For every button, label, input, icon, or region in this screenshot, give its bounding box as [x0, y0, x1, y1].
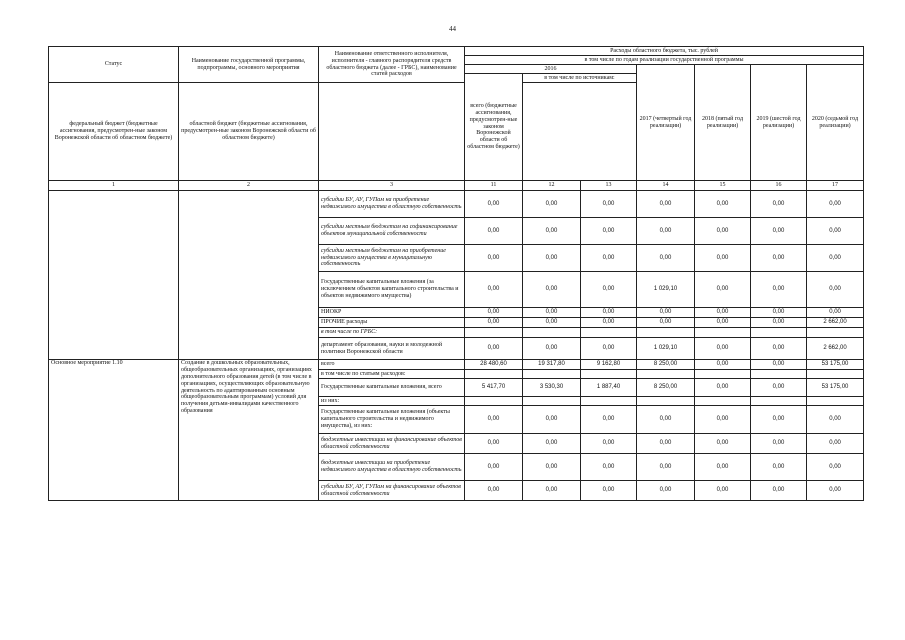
value-cell: 0,00: [807, 245, 864, 272]
row-label: субсидии местным бюджетам на софинансирование объектов муниципальной собственности: [319, 218, 465, 245]
value-cell: [807, 328, 864, 338]
value-cell: 0,00: [751, 191, 807, 218]
value-cell: 0,00: [465, 308, 523, 318]
page-number: 44: [449, 25, 456, 33]
value-cell: 0,00: [581, 481, 637, 501]
column-numbers-row: [49, 181, 864, 191]
value-cell: 0,00: [637, 218, 695, 245]
value-cell: 0,00: [751, 245, 807, 272]
row-label: в том числе по ГРБС:: [319, 328, 465, 338]
value-cell: 2 662,00: [807, 338, 864, 360]
value-cell: [581, 397, 637, 406]
value-cell: 1 029,10: [637, 272, 695, 308]
col-number: 14: [637, 181, 695, 191]
value-cell: 0,00: [751, 308, 807, 318]
value-cell: 0,00: [637, 481, 695, 501]
value-cell: 9 162,80: [581, 360, 637, 370]
value-cell: 0,00: [581, 434, 637, 454]
value-cell: 0,00: [695, 272, 751, 308]
value-cell: 0,00: [807, 191, 864, 218]
value-cell: 2 662,00: [807, 318, 864, 328]
value-cell: 0,00: [637, 434, 695, 454]
table-row: [49, 360, 864, 370]
value-cell: 0,00: [637, 454, 695, 481]
col-number: 17: [807, 181, 864, 191]
value-cell: 0,00: [581, 454, 637, 481]
row-label: всего: [319, 360, 465, 370]
value-cell: 0,00: [695, 481, 751, 501]
value-cell: 8 250,00: [637, 360, 695, 370]
value-cell: 0,00: [523, 318, 581, 328]
value-cell: 0,00: [465, 434, 523, 454]
value-cell: 0,00: [523, 308, 581, 318]
header-expenses: Расходы областного бюджета, тыс. рублей: [465, 47, 864, 56]
value-cell: [465, 328, 523, 338]
row-label: департамент образования, науки и молодежной политики Воронежской области: [319, 338, 465, 360]
value-cell: 0,00: [751, 360, 807, 370]
value-cell: 1 029,10: [637, 338, 695, 360]
value-cell: 0,00: [523, 406, 581, 434]
value-cell: 0,00: [523, 272, 581, 308]
value-cell: 0,00: [465, 481, 523, 501]
value-cell: 0,00: [465, 406, 523, 434]
value-cell: 0,00: [751, 218, 807, 245]
status-cell-blank: [49, 191, 179, 360]
row-label: субсидии БУ, АУ, ГУПам на приобретение недвижимого имущества в областную собственность: [319, 191, 465, 218]
value-cell: 0,00: [695, 318, 751, 328]
value-cell: 0,00: [523, 338, 581, 360]
value-cell: 0,00: [807, 272, 864, 308]
value-cell: [695, 397, 751, 406]
value-cell: 0,00: [695, 360, 751, 370]
value-cell: 0,00: [637, 245, 695, 272]
value-cell: 0,00: [695, 379, 751, 397]
value-cell: 0,00: [581, 272, 637, 308]
value-cell: 0,00: [465, 318, 523, 328]
value-cell: [465, 370, 523, 379]
value-cell: 0,00: [751, 434, 807, 454]
header-2018: 2018 (пятый год реализации): [695, 65, 751, 181]
row-label: бюджетные инвестиции на приобретение недвижимого имущества в областную собственность: [319, 454, 465, 481]
row-label: субсидии местным бюджетам на приобретение недвижимого имущества в муниципальную собственность: [319, 245, 465, 272]
value-cell: [807, 397, 864, 406]
header-program-name: Наименование государственной программы, подпрограммы, основного мероприятия: [179, 47, 319, 83]
value-cell: 0,00: [581, 406, 637, 434]
col-number: 2: [179, 181, 319, 191]
value-cell: 0,00: [523, 481, 581, 501]
value-cell: 0,00: [751, 272, 807, 308]
value-cell: 0,00: [465, 454, 523, 481]
value-cell: 0,00: [523, 454, 581, 481]
value-cell: 0,00: [695, 308, 751, 318]
row-label: бюджетные инвестиции на финансирование объектов областной собственности: [319, 434, 465, 454]
value-cell: 0,00: [523, 218, 581, 245]
value-cell: 0,00: [807, 454, 864, 481]
value-cell: 0,00: [751, 406, 807, 434]
col-number: 15: [695, 181, 751, 191]
value-cell: 0,00: [637, 191, 695, 218]
value-cell: 53 175,00: [807, 360, 864, 370]
value-cell: 0,00: [523, 434, 581, 454]
value-cell: 8 250,00: [637, 379, 695, 397]
value-cell: 0,00: [751, 481, 807, 501]
header-incl-sources: в том числе по источникам:: [523, 74, 637, 83]
value-cell: 0,00: [751, 379, 807, 397]
row-label: из них:: [319, 397, 465, 406]
value-cell: 0,00: [465, 245, 523, 272]
value-cell: [523, 328, 581, 338]
value-cell: [695, 328, 751, 338]
header-regional: областной бюджет (бюджетные ассигнования, предусмотрен-ные законом Воронежской области об областном бюджете): [179, 83, 319, 181]
header-2017: 2017 (четвертый год реализации): [637, 65, 695, 181]
col-number: 16: [751, 181, 807, 191]
value-cell: 0,00: [807, 481, 864, 501]
value-cell: 0,00: [695, 406, 751, 434]
main-event-status: Основное мероприятие 1.10: [49, 360, 179, 501]
value-cell: [581, 370, 637, 379]
value-cell: [695, 370, 751, 379]
value-cell: 0,00: [695, 245, 751, 272]
value-cell: 0,00: [637, 318, 695, 328]
value-cell: 3 530,30: [523, 379, 581, 397]
value-cell: 0,00: [751, 454, 807, 481]
value-cell: [751, 328, 807, 338]
value-cell: [523, 397, 581, 406]
value-cell: 19 317,80: [523, 360, 581, 370]
header-year-2016: 2016: [465, 65, 637, 74]
row-label: Государственные капитальные вложения (за исключением объектов капитального строительства и объектов недвижимого имущества): [319, 272, 465, 308]
value-cell: 0,00: [751, 338, 807, 360]
row-label: в том числе по статьям расходов:: [319, 370, 465, 379]
row-label: Государственные капитальные вложения (объекты капитального строительства и недвижимого имущества), из них:: [319, 406, 465, 434]
col-number: 12: [523, 181, 581, 191]
value-cell: 0,00: [637, 406, 695, 434]
value-cell: [465, 397, 523, 406]
value-cell: 0,00: [581, 318, 637, 328]
value-cell: 5 417,70: [465, 379, 523, 397]
header-2019: 2019 (шестой год реализации): [751, 65, 807, 181]
value-cell: 0,00: [807, 218, 864, 245]
value-cell: 1 887,40: [581, 379, 637, 397]
header-by-years: в том числе по годам реализации государственной программы: [465, 56, 864, 65]
col-number: 3: [319, 181, 465, 191]
value-cell: 0,00: [695, 338, 751, 360]
value-cell: 0,00: [523, 245, 581, 272]
header-total: всего (бюджетные ассигнования, предусмотрен-ные законом Воронежской области об областном бюджете): [465, 74, 523, 181]
value-cell: 0,00: [581, 218, 637, 245]
value-cell: 0,00: [637, 308, 695, 318]
value-cell: 0,00: [581, 245, 637, 272]
value-cell: [807, 370, 864, 379]
value-cell: 0,00: [751, 318, 807, 328]
value-cell: 0,00: [581, 338, 637, 360]
value-cell: 0,00: [695, 454, 751, 481]
row-label: субсидии БУ, АУ, ГУПам на финансирование объектов областной собственности: [319, 481, 465, 501]
value-cell: [637, 328, 695, 338]
value-cell: [637, 370, 695, 379]
col-number: 13: [581, 181, 637, 191]
row-label: НИОКР: [319, 308, 465, 318]
main-event-name: Создание в дошкольных образовательных, общеобразовательных организациях, организациях дополнительного образования детей (в том числе в организациях, осуществляющих образовательную деятельность по адаптированным основным общеобразовательным программам) условий для получения детьми-инвалидами качественного образования: [179, 360, 319, 501]
value-cell: 0,00: [695, 218, 751, 245]
value-cell: [751, 397, 807, 406]
value-cell: 0,00: [581, 308, 637, 318]
value-cell: 0,00: [465, 272, 523, 308]
value-cell: [581, 328, 637, 338]
value-cell: 0,00: [523, 191, 581, 218]
value-cell: 0,00: [807, 406, 864, 434]
value-cell: 0,00: [695, 434, 751, 454]
value-cell: 0,00: [695, 191, 751, 218]
row-label: ПРОЧИЕ расходы: [319, 318, 465, 328]
value-cell: 28 480,60: [465, 360, 523, 370]
header-executor: Наименование ответственного исполнителя, исполнителя - главного распорядителя средств областного бюджета (далее - ГРБС), наименование статей расходов: [319, 47, 465, 83]
value-cell: [523, 370, 581, 379]
table-row: [49, 191, 864, 218]
value-cell: 0,00: [807, 434, 864, 454]
value-cell: 53 175,00: [807, 379, 864, 397]
value-cell: 0,00: [465, 338, 523, 360]
name-cell-blank: [179, 191, 319, 360]
header-2020: 2020 (седьмой год реализации): [807, 65, 864, 181]
col-number: 1: [49, 181, 179, 191]
budget-table: [48, 46, 864, 501]
value-cell: 0,00: [465, 191, 523, 218]
value-cell: 0,00: [465, 218, 523, 245]
value-cell: [637, 397, 695, 406]
row-label: Государственные капитальные вложения, всего: [319, 379, 465, 397]
col-number: 11: [465, 181, 523, 191]
header-status: Статус: [49, 47, 179, 83]
header-federal: федеральный бюджет (бюджетные ассигнования, предусмотрен-ные законом Воронежской области об областном бюджете): [49, 83, 179, 181]
value-cell: 0,00: [807, 308, 864, 318]
value-cell: [751, 370, 807, 379]
value-cell: 0,00: [581, 191, 637, 218]
